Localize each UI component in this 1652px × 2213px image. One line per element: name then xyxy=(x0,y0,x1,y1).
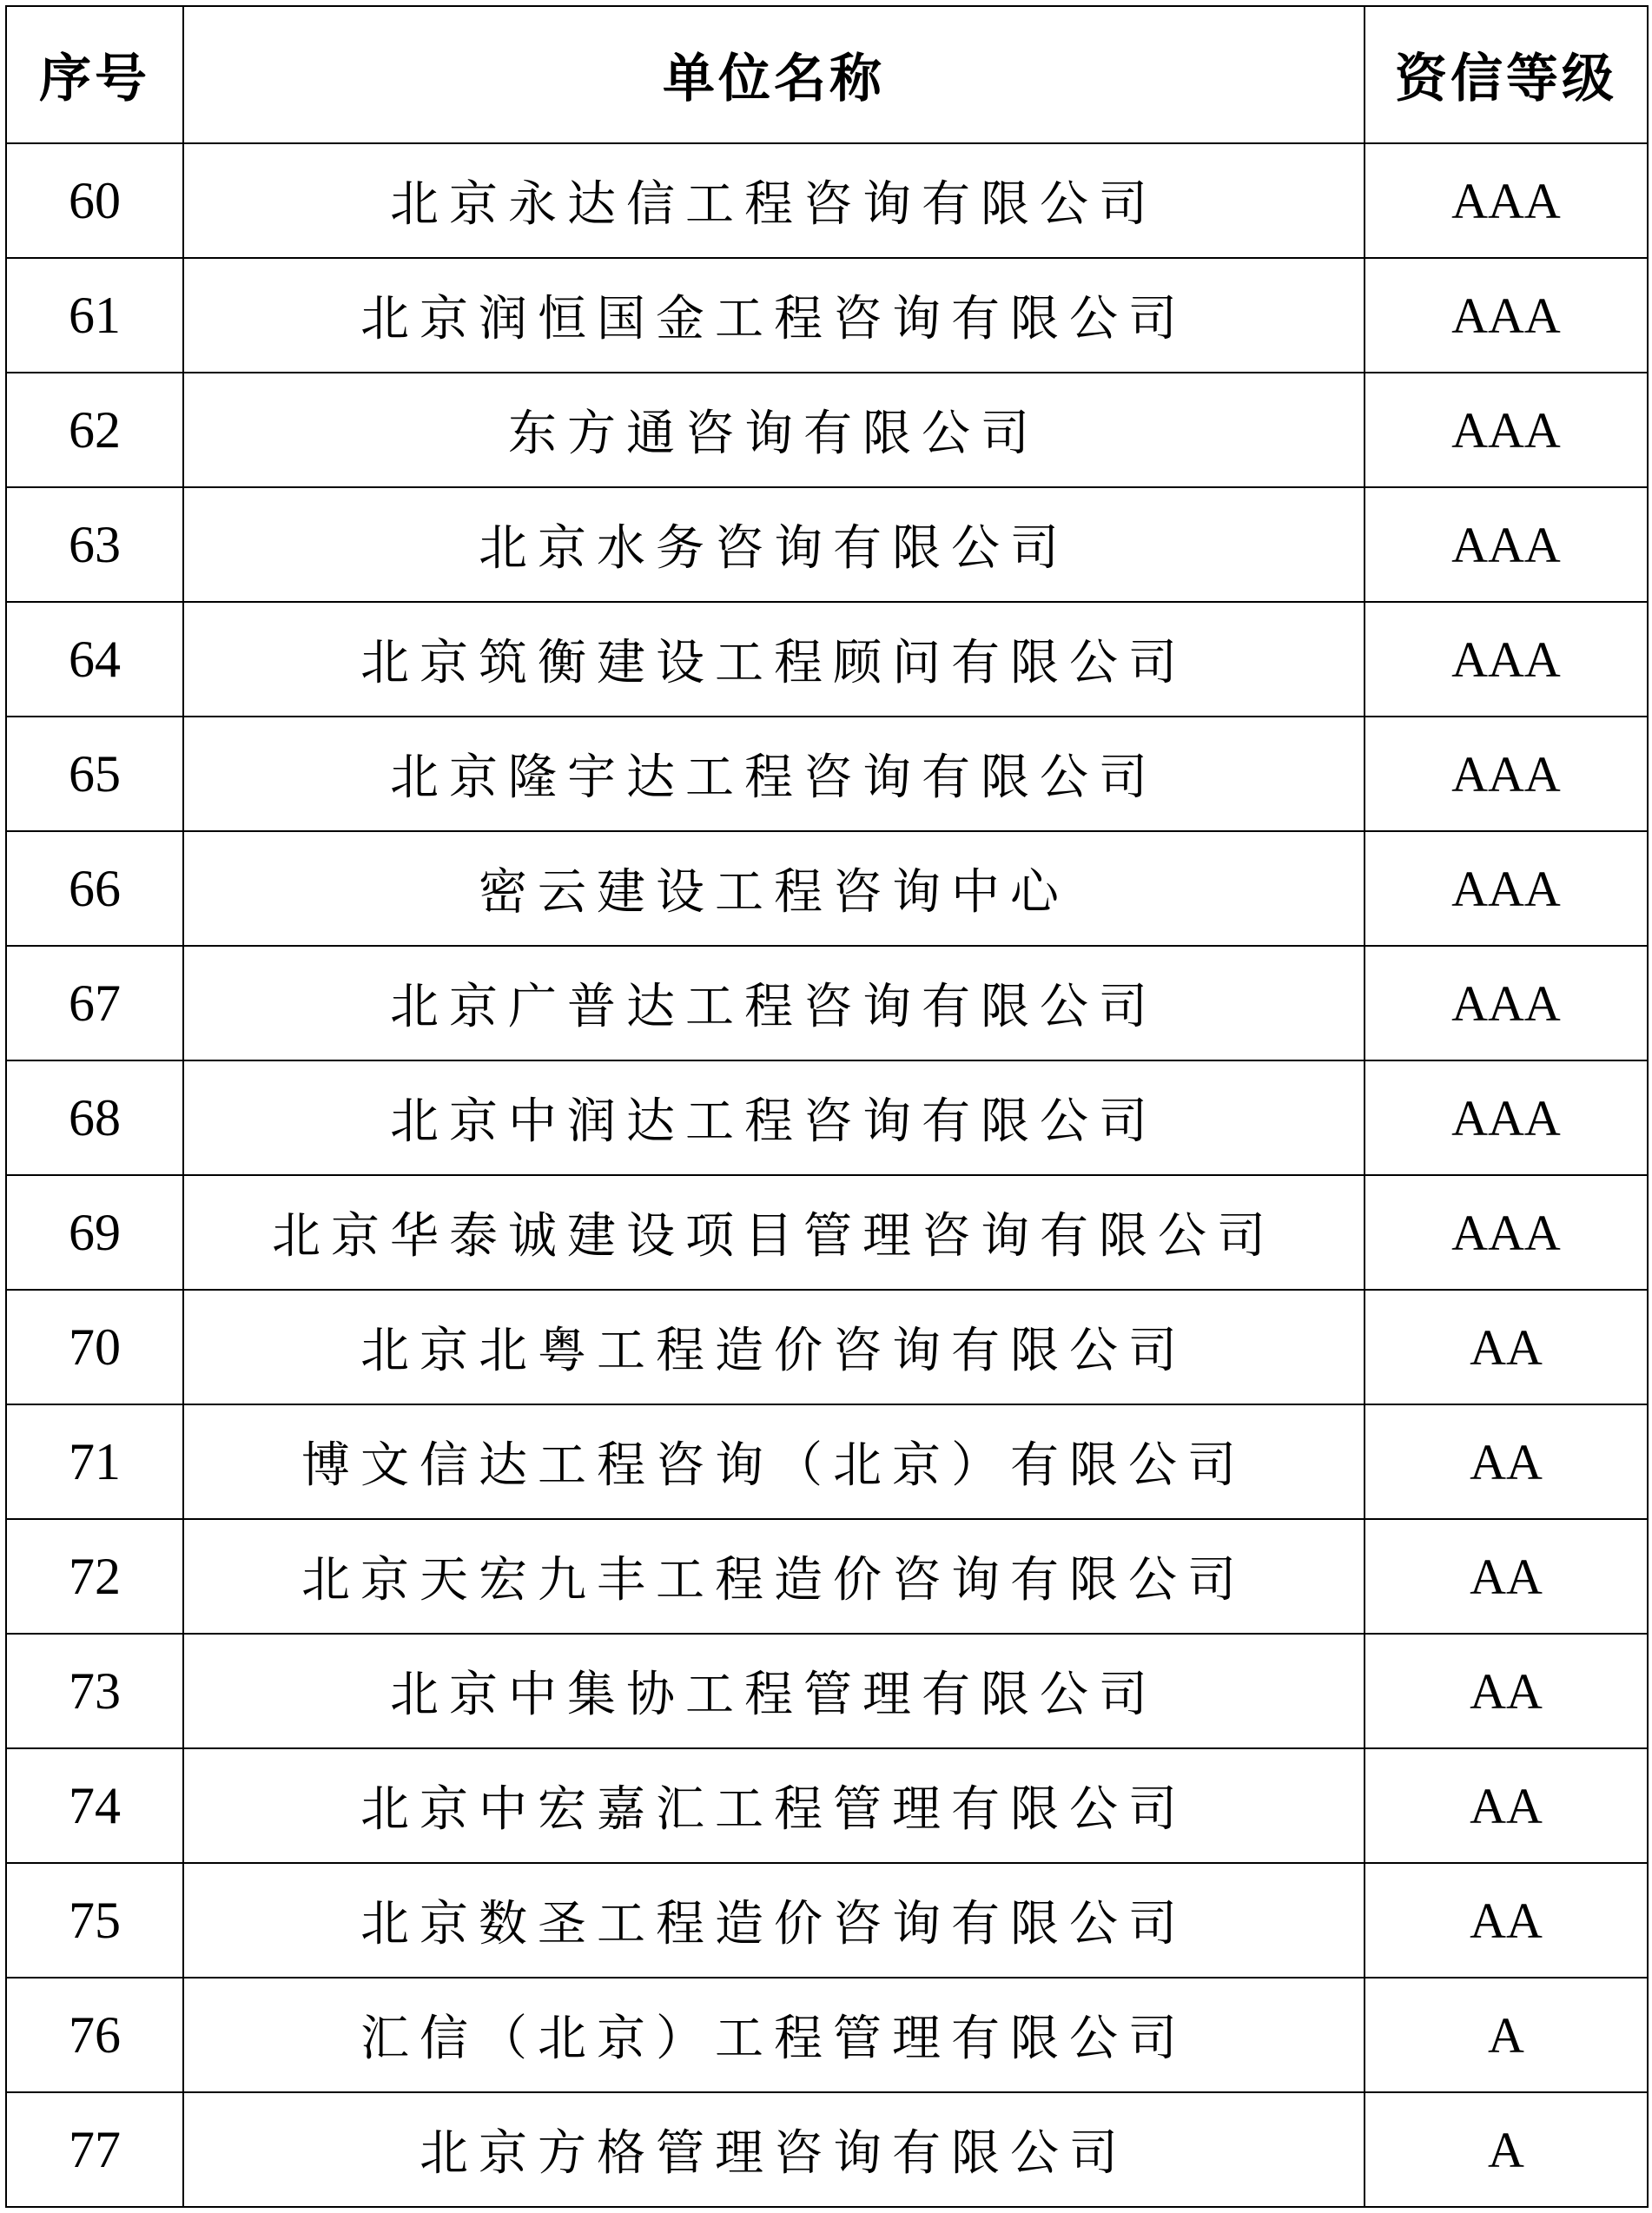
credit-grade-cell: AAA xyxy=(1365,1175,1648,1290)
credit-grade-cell: AAA xyxy=(1365,143,1648,258)
credit-grade-cell: AAA xyxy=(1365,373,1648,487)
credit-grade-cell: AAA xyxy=(1365,258,1648,373)
serial-number-cell: 77 xyxy=(6,2092,183,2207)
credit-grade-cell: AA xyxy=(1365,1634,1648,1748)
serial-number-cell: 66 xyxy=(6,831,183,946)
company-name-cell: 北京中润达工程咨询有限公司 xyxy=(183,1060,1365,1175)
header-serial-number: 序号 xyxy=(6,6,183,143)
company-name-cell: 博文信达工程咨询（北京）有限公司 xyxy=(183,1404,1365,1519)
table-row xyxy=(6,717,1648,831)
credit-grade-cell: AAA xyxy=(1365,946,1648,1060)
serial-number-cell: 70 xyxy=(6,1290,183,1404)
credit-grade-cell: AAA xyxy=(1365,831,1648,946)
company-name-cell: 北京广普达工程咨询有限公司 xyxy=(183,946,1365,1060)
serial-number-cell: 67 xyxy=(6,946,183,1060)
table-row xyxy=(6,1175,1648,1290)
company-name-cell: 北京数圣工程造价咨询有限公司 xyxy=(183,1863,1365,1978)
serial-number-cell: 65 xyxy=(6,717,183,831)
table-row xyxy=(6,487,1648,602)
header-credit-grade: 资信等级 xyxy=(1365,6,1648,143)
company-name-cell: 东方通咨询有限公司 xyxy=(183,373,1365,487)
company-name-cell: 北京中集协工程管理有限公司 xyxy=(183,1634,1365,1748)
table-row xyxy=(6,1978,1648,2092)
credit-grade-cell: AA xyxy=(1365,1863,1648,1978)
credit-grade-cell: A xyxy=(1365,1978,1648,2092)
table-row xyxy=(6,1748,1648,1863)
table-row xyxy=(6,831,1648,946)
credit-rating-table xyxy=(5,5,1649,2208)
serial-number-cell: 76 xyxy=(6,1978,183,2092)
serial-number-cell: 63 xyxy=(6,487,183,602)
company-name-cell: 北京中宏嘉汇工程管理有限公司 xyxy=(183,1748,1365,1863)
credit-grade-cell: AA xyxy=(1365,1290,1648,1404)
company-name-cell: 北京永达信工程咨询有限公司 xyxy=(183,143,1365,258)
company-name-cell: 北京方格管理咨询有限公司 xyxy=(183,2092,1365,2207)
serial-number-cell: 72 xyxy=(6,1519,183,1634)
company-name-cell: 汇信（北京）工程管理有限公司 xyxy=(183,1978,1365,2092)
table-row xyxy=(6,1404,1648,1519)
table-row xyxy=(6,2092,1648,2207)
table-row xyxy=(6,1863,1648,1978)
table-row xyxy=(6,946,1648,1060)
credit-grade-cell: AA xyxy=(1365,1519,1648,1634)
credit-grade-cell: AAA xyxy=(1365,1060,1648,1175)
credit-grade-cell: AAA xyxy=(1365,717,1648,831)
table-row xyxy=(6,373,1648,487)
company-name-cell: 密云建设工程咨询中心 xyxy=(183,831,1365,946)
table-row xyxy=(6,1060,1648,1175)
serial-number-cell: 68 xyxy=(6,1060,183,1175)
company-name-cell: 北京筑衡建设工程顾问有限公司 xyxy=(183,602,1365,717)
table-row xyxy=(6,143,1648,258)
company-name-cell: 北京北粤工程造价咨询有限公司 xyxy=(183,1290,1365,1404)
credit-grade-cell: AA xyxy=(1365,1404,1648,1519)
serial-number-cell: 69 xyxy=(6,1175,183,1290)
table-row xyxy=(6,1519,1648,1634)
company-name-cell: 北京天宏九丰工程造价咨询有限公司 xyxy=(183,1519,1365,1634)
header-row xyxy=(6,6,1648,143)
table-row xyxy=(6,1290,1648,1404)
credit-grade-cell: AA xyxy=(1365,1748,1648,1863)
company-name-cell: 北京隆宇达工程咨询有限公司 xyxy=(183,717,1365,831)
table-row xyxy=(6,1634,1648,1748)
company-name-cell: 北京水务咨询有限公司 xyxy=(183,487,1365,602)
serial-number-cell: 62 xyxy=(6,373,183,487)
table-row xyxy=(6,258,1648,373)
serial-number-cell: 75 xyxy=(6,1863,183,1978)
serial-number-cell: 71 xyxy=(6,1404,183,1519)
serial-number-cell: 74 xyxy=(6,1748,183,1863)
table-row xyxy=(6,602,1648,717)
credit-grade-cell: A xyxy=(1365,2092,1648,2207)
serial-number-cell: 64 xyxy=(6,602,183,717)
serial-number-cell: 60 xyxy=(6,143,183,258)
credit-grade-cell: AAA xyxy=(1365,487,1648,602)
credit-grade-cell: AAA xyxy=(1365,602,1648,717)
company-name-cell: 北京润恒国金工程咨询有限公司 xyxy=(183,258,1365,373)
header-company-name: 单位名称 xyxy=(183,6,1365,143)
company-name-cell: 北京华泰诚建设项目管理咨询有限公司 xyxy=(183,1175,1365,1290)
serial-number-cell: 61 xyxy=(6,258,183,373)
serial-number-cell: 73 xyxy=(6,1634,183,1748)
